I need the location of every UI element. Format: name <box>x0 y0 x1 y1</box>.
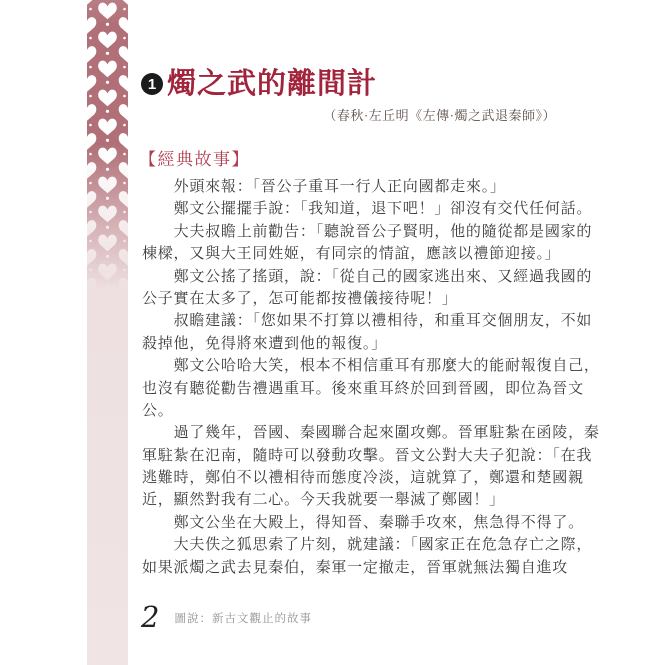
story-line: 鄭文公擺擺手說：「我知道，退下吧！」卻沒有交代任何話。 <box>173 201 593 218</box>
book-title: 圖說：新古文觀止的故事 <box>174 613 312 625</box>
source-attribution: （春秋·左丘明《左傳·燭之武退秦師》） <box>323 108 556 123</box>
page-number: 2 <box>141 600 160 634</box>
decorative-border-strip <box>87 0 128 665</box>
story-line: 也沒有聽從勸告禮遇重耳。後來重耳終於回到晉國，即位為晉文 <box>142 380 584 397</box>
story-line: 大夫佚之狐思索了片刻，就建議：「國家正在危急存亡之際， <box>173 537 593 554</box>
story-line: 過了幾年，晉國、秦國聯合起來圍攻鄭。晉軍駐紮在函陵，秦 <box>173 425 600 442</box>
story-line: 殺掉他，免得將來遭到他的報復。」 <box>142 335 387 352</box>
story-line: 鄭文公搖了搖頭，說：「從自己的國家逃出來、又經過我國的 <box>173 268 593 285</box>
story-line: 近，顯然對我有二心。今天我就要一舉滅了鄭國！」 <box>142 492 505 509</box>
story-line: 棟樑，又與大王同姓姬，有同宗的情誼，應該以禮節迎接。」 <box>142 246 561 263</box>
story-line: 叔瞻建議：「您如果不打算以禮相待，和重耳交個朋友，不如 <box>173 313 593 330</box>
section-header-classic-story: 【經典故事】 <box>139 150 250 169</box>
chapter-number-badge: 1 <box>141 73 163 95</box>
story-line: 大夫叔瞻上前勸告：「聽說晉公子賢明，他的隨從都是國家的 <box>173 223 593 240</box>
story-line: 鄭文公坐在大殿上，得知晉、秦聯手攻來，焦急得不得了。 <box>173 514 584 531</box>
story-text <box>142 176 600 579</box>
page-footer <box>141 600 312 634</box>
story-line: 外頭來報：「晉公子重耳一行人正向國都走來。」 <box>173 179 506 195</box>
chapter-title: 燭之武的離間計 <box>167 68 378 100</box>
story-line: 鄭文公哈哈大笑，根本不相信重耳有那麼大的能耐報復自己， <box>173 358 600 375</box>
story-line: 軍駐紮在氾南，隨時可以發動攻擊。晉文公對大夫子犯說：「在我 <box>142 447 593 464</box>
ornament-pattern-icon <box>87 0 128 290</box>
story-line: 逃難時，鄭伯不以禮相待而態度冷淡，這就算了，鄭還和楚國親 <box>142 470 584 487</box>
story-line: 如果派燭之武去見秦伯，秦軍一定撤走，晉軍就無法獨自進攻 <box>142 559 569 576</box>
chapter-heading <box>141 68 377 100</box>
story-line: 公子實在太多了，怎可能都按禮儀接待呢！」 <box>142 290 458 307</box>
story-line: 公。 <box>142 402 174 419</box>
